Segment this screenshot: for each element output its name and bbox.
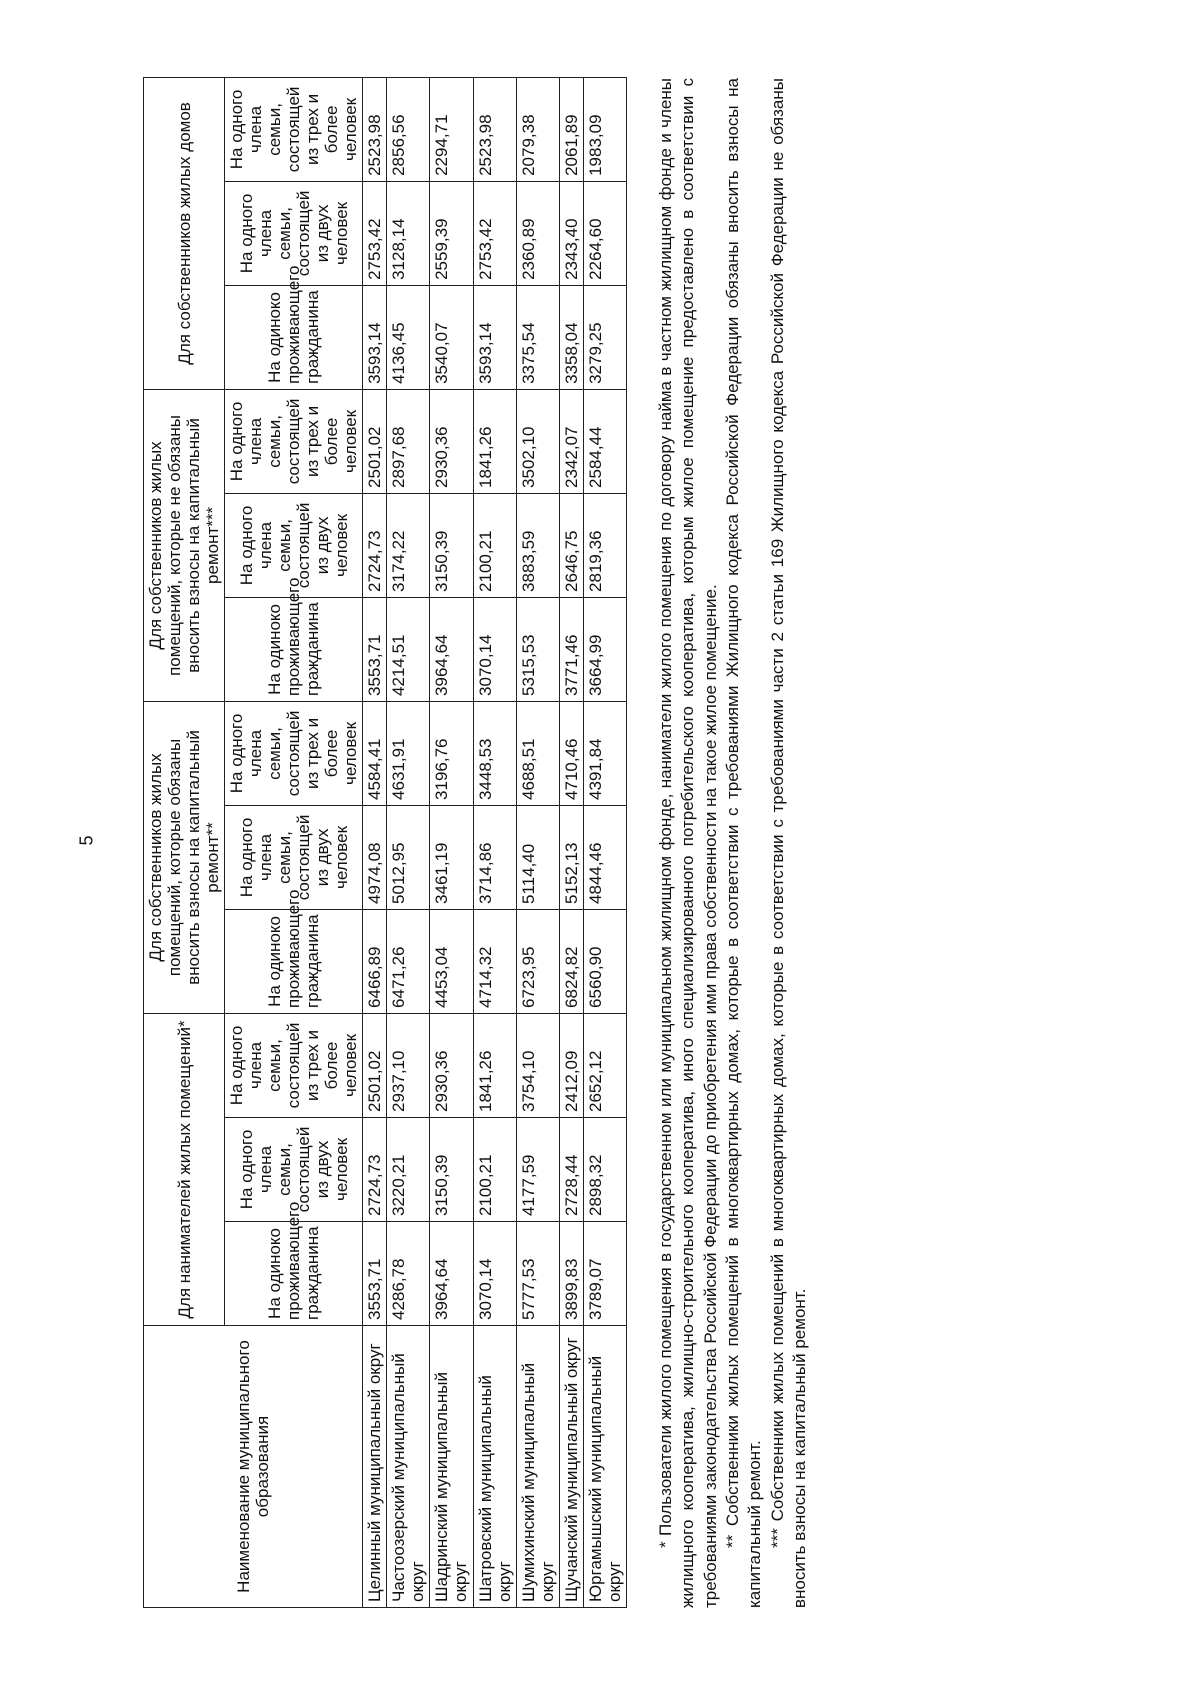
value-cell: 4286,78 [387,1222,430,1326]
subheader-three-plus: На одного члена семьи, состоящей из трех и более человек [225,1013,363,1117]
value-cell: 3150,39 [430,1118,473,1222]
value-cell: 4631,91 [387,701,430,805]
table-row [387,77,430,1607]
value-cell: 3754,10 [516,1013,559,1117]
value-cell: 2523,98 [363,77,387,181]
table-row [430,77,473,1607]
table-row [559,77,583,1607]
municipality-name: Шумихинский муниципальный округ [516,1326,559,1608]
value-cell: 2360,89 [516,181,559,285]
municipality-name: Частоозерский муниципальный округ [387,1326,430,1608]
value-cell: 2523,98 [473,77,516,181]
value-cell: 3070,14 [473,597,516,701]
value-cell: 3714,86 [473,805,516,909]
value-cell: 1841,26 [473,389,516,493]
value-cell: 2646,75 [559,493,583,597]
value-cell: 3461,19 [430,805,473,909]
subheader-two: На одного члена семьи, состоящей из двух человек [225,493,363,597]
subsidy-table [143,77,627,1608]
subheader-single: На одиноко проживающего гражданина [225,1222,363,1326]
value-cell: 3174,22 [387,493,430,597]
col-header-municipality: Наименование муниципального образования [144,1326,363,1608]
value-cell: 3883,59 [516,493,559,597]
subheader-single: На одиноко проживающего гражданина [225,909,363,1013]
value-cell: 2856,56 [387,77,430,181]
value-cell: 4453,04 [430,909,473,1013]
value-cell: 2898,32 [583,1118,626,1222]
value-cell: 3375,54 [516,285,559,389]
table-row [583,77,626,1607]
value-cell: 3964,64 [430,1222,473,1326]
municipality-name: Шадринский муниципальный округ [430,1326,473,1608]
value-cell: 3789,07 [583,1222,626,1326]
value-cell: 4844,46 [583,805,626,909]
value-cell: 2724,73 [363,493,387,597]
footnotes [655,78,812,1608]
value-cell: 6723,95 [516,909,559,1013]
value-cell: 3771,46 [559,597,583,701]
subheader-three-plus: На одного члена семьи, состоящей из трех и более человек [225,389,363,493]
value-cell: 2501,02 [363,1013,387,1117]
value-cell: 3502,10 [516,389,559,493]
value-cell: 4714,32 [473,909,516,1013]
value-cell: 2100,21 [473,1118,516,1222]
value-cell: 6560,90 [583,909,626,1013]
value-cell: 2061,89 [559,77,583,181]
subheader-single: На одиноко проживающего гражданина [225,285,363,389]
footnote-owners-with-repair: ** Собственники жилых помещений в многоквартирных домах, которые в соответствии с требованиями Жилищного кодекса Российской Федерации обязаны вносить взносы на капитальный ремонт. [723,78,765,1608]
group-header-owners-without-repair: Для собственников жилых помещений, которые не обязаны вносить взносы на капитальный ремонт*** [144,389,225,701]
value-cell: 6466,89 [363,909,387,1013]
group-header-tenants: Для нанимателей жилых помещений* [144,1013,225,1325]
value-cell: 3358,04 [559,285,583,389]
value-cell: 5012,95 [387,805,430,909]
value-cell: 5152,13 [559,805,583,909]
value-cell: 5777,53 [516,1222,559,1326]
value-cell: 2343,40 [559,181,583,285]
subheader-single: На одиноко проживающего гражданина [225,597,363,701]
value-cell: 3128,14 [387,181,430,285]
value-cell: 2724,73 [363,1118,387,1222]
value-cell: 5315,53 [516,597,559,701]
value-cell: 2930,36 [430,1013,473,1117]
subheader-three-plus: На одного члена семьи, состоящей из трех и более человек [225,77,363,181]
value-cell: 2728,44 [559,1118,583,1222]
municipality-name: Юргамышский муниципальный округ [583,1326,626,1608]
value-cell: 4177,59 [516,1118,559,1222]
subheader-two: На одного члена семьи, состоящей из двух человек [225,181,363,285]
value-cell: 2897,68 [387,389,430,493]
subheader-three-plus: На одного члена семьи, состоящей из трех и более человек [225,701,363,805]
value-cell: 3664,99 [583,597,626,701]
value-cell: 3899,83 [559,1222,583,1326]
value-cell: 3593,14 [473,285,516,389]
value-cell: 2100,21 [473,493,516,597]
value-cell: 2264,60 [583,181,626,285]
value-cell: 3540,07 [430,285,473,389]
group-header-house-owners: Для собственников жилых домов [144,77,225,389]
value-cell: 4584,41 [363,701,387,805]
value-cell: 4136,45 [387,285,430,389]
municipality-name: Целинный муниципальный округ [363,1326,387,1608]
value-cell: 3593,14 [363,285,387,389]
value-cell: 6824,82 [559,909,583,1013]
value-cell: 3070,14 [473,1222,516,1326]
value-cell: 4688,51 [516,701,559,805]
value-cell: 5114,40 [516,805,559,909]
value-cell: 2753,42 [363,181,387,285]
subheader-two: На одного члена семьи, состоящей из двух человек [225,805,363,909]
value-cell: 2079,38 [516,77,559,181]
value-cell: 2930,36 [430,389,473,493]
value-cell: 2501,02 [363,389,387,493]
group-header-owners-with-repair: Для собственников жилых помещений, которые обязаны вносить взносы на капитальный ремонт** [144,701,225,1013]
value-cell: 3196,76 [430,701,473,805]
value-cell: 2819,36 [583,493,626,597]
value-cell: 2294,71 [430,77,473,181]
value-cell: 4214,51 [387,597,430,701]
value-cell: 2342,07 [559,389,583,493]
table-row [363,77,387,1607]
value-cell: 4391,84 [583,701,626,805]
value-cell: 3220,21 [387,1118,430,1222]
footnote-tenants: * Пользователи жилого помещения в государственном или муниципальном жилищном фонде, наниматели жилого помещения по договору найма в частном жилищном фонде и члены жилищного кооператива, жилищно-строительного кооператива, иного специализированного потребительского кооператива, которым жилое помещение предоставлено в соответствии с требованиями законодательства Российской Федерации до приобретения ими права собственности на такое жилое помещение. [655,78,720,1608]
municipality-name: Щучанский муниципальный округ [559,1326,583,1608]
group-header-row [144,77,225,1607]
value-cell: 3150,39 [430,493,473,597]
table-row [516,77,559,1607]
value-cell: 2412,09 [559,1013,583,1117]
value-cell: 4710,46 [559,701,583,805]
value-cell: 1983,09 [583,77,626,181]
value-cell: 4974,08 [363,805,387,909]
value-cell: 2559,39 [430,181,473,285]
value-cell: 2584,44 [583,389,626,493]
rotated-content [143,48,1003,1608]
municipality-name: Шатровский муниципальный округ [473,1326,516,1608]
table-row [473,77,516,1607]
footnote-owners-without-repair: *** Собственники жилых помещений в многоквартирных домах, которые в соответствии с требованиями части 2 статьи 169 Жилищного кодекса Российской Федерации не обязаны вносить взносы на капитальный ремонт. [767,78,810,1608]
value-cell: 6471,26 [387,909,430,1013]
value-cell: 2753,42 [473,181,516,285]
value-cell: 3553,71 [363,597,387,701]
value-cell: 2937,10 [387,1013,430,1117]
value-cell: 1841,26 [473,1013,516,1117]
page-number: 5 [76,835,97,846]
value-cell: 3448,53 [473,701,516,805]
value-cell: 2652,12 [583,1013,626,1117]
value-cell: 3279,25 [583,285,626,389]
subheader-two: На одного члена семьи, состоящей из двух человек [225,1118,363,1222]
value-cell: 3553,71 [363,1222,387,1326]
value-cell: 3964,64 [430,597,473,701]
